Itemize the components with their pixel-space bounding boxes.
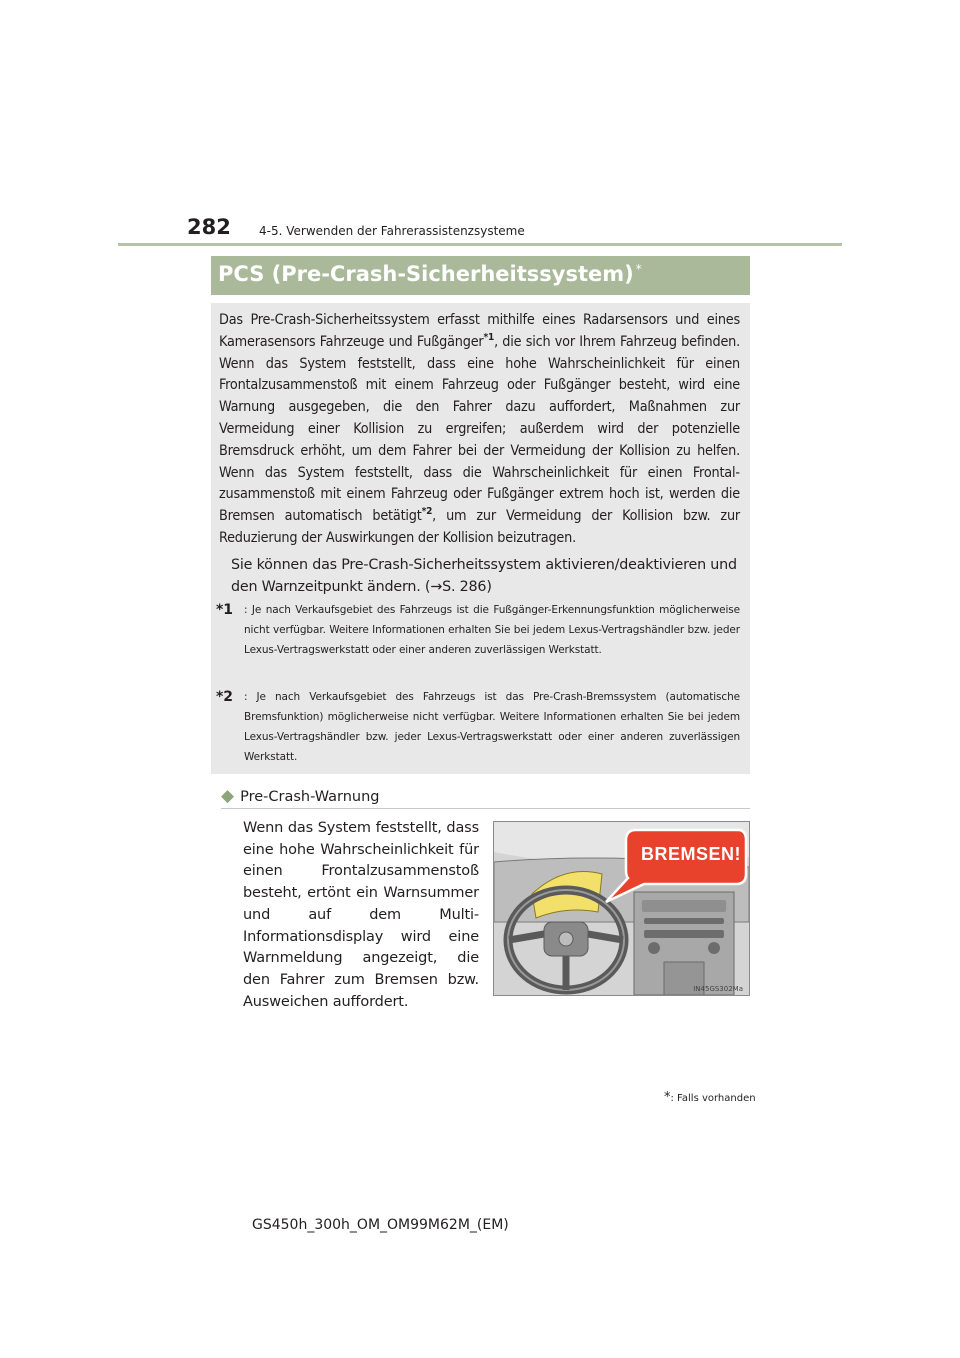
toggle-paragraph: Sie können das Pre-Crash-Sicherheitssystem aktivieren/deaktivieren und den Warnzeitpunkt ändern. (→S. 286) [231, 557, 737, 595]
footnote-ref-1: *1 [483, 332, 495, 344]
footnote-text-2: : Je nach Verkaufsgebiet des Fahrzeugs ist das Pre-Crash-Bremssystem (automatische Bremsfunktion) möglicherweise nicht verfügbar. Weitere Informationen erhalten Sie bei jedem Lexus-Vertragshändler bzw. jeder Lexus-Vertragswerkstatt oder einer anderen zuverlässigen Werkstatt. [244, 691, 740, 763]
chapter-banner [211, 256, 750, 295]
intro-box [211, 303, 750, 774]
asterisk-icon: * [635, 262, 642, 276]
figure-code: IN45GS302Ma [693, 985, 743, 993]
subsection-heading [221, 786, 380, 806]
footnote-mark-1: *1 [216, 602, 233, 618]
dashboard-illustration [493, 821, 750, 996]
footnote-text-1: : Je nach Verkaufsgebiet des Fahrzeugs ist die Fußgänger-Erkennungsfunktion möglicherweise nicht verfügbar. Weitere Informationen erhalten Sie bei jedem Lexus-Vertragshändler bzw. jeder Lexus-Vertragswerkstatt oder einer anderen zuverlässigen Werkstatt. [244, 604, 740, 656]
footnote-ref-2: *2 [421, 506, 433, 518]
intro-text-3: , um zur Vermeidung der Kollision bzw. zur Reduzierung der Auswirkungen der Kollision beizutragen. [219, 508, 740, 546]
subsection-heading-text: Pre-Crash-Warnung [240, 789, 380, 805]
footnote-mark-2: *2 [216, 689, 233, 705]
diamond-bullet-icon: ◆ [221, 786, 235, 806]
footnote-2 [216, 687, 740, 767]
section-title: 4-5. Verwenden der Fahrerassistenzsysteme [259, 224, 525, 238]
falls-note-text: : Falls vorhanden [670, 1093, 756, 1104]
subsection-rule [221, 808, 750, 809]
page-number: 282 [187, 215, 231, 239]
banner-title: PCS (Pre-Crash-Sicherheitssystem) [218, 262, 634, 286]
intro-paragraph [219, 310, 740, 550]
footnote-1 [216, 600, 740, 660]
document-id: GS450h_300h_OM_OM99M62M_(EM) [252, 1217, 509, 1233]
falls-vorhanden-note [664, 1090, 756, 1105]
header-rule [118, 243, 842, 246]
warning-bubble-label: BREMSEN! [640, 844, 741, 864]
intro-text-2: , die sich vor Ihrem Fahrzeug befinden. Wenn das System feststellt, dass eine hohe Wahrscheinlichkeit für einen Frontalzusammenstoß mit einem Fahrzeug oder Fußgänger besteht, wird eine Warnung ausgegeben, die den Fahrer dazu auffordert, Maßnahmen zur Vermeidung einer Kollision zu ergreifen; außerdem wird der potenzielle Bremsdruck erhöht, um dem Fahrer bei der Vermeidung der Kollision zu helfen. Wenn das System feststellt, dass die Wahrscheinlichkeit für einen Frontalzusammenstoß mit einem Fahrzeug oder Fußgänger extrem hoch ist, werden die Bremsen automatisch betätigt [219, 333, 740, 525]
warning-description: Wenn das System feststellt, dass eine hohe Wahrscheinlichkeit für einen Frontalzusammenstoß besteht, ertönt ein Warnsummer und auf dem Multi-Informationsdisplay wird eine Warnmeldung angezeigt, die den Fahrer zum Bremsen bzw. Ausweichen auffordert. [243, 820, 479, 1010]
asterisk-icon: * [664, 1090, 671, 1105]
intro-text-1: Das Pre-Crash-Sicherheitssystem erfasst mithilfe eines Radarsensors und eines Kamerasensors Fahrzeuge und Fußgänger [219, 312, 740, 350]
